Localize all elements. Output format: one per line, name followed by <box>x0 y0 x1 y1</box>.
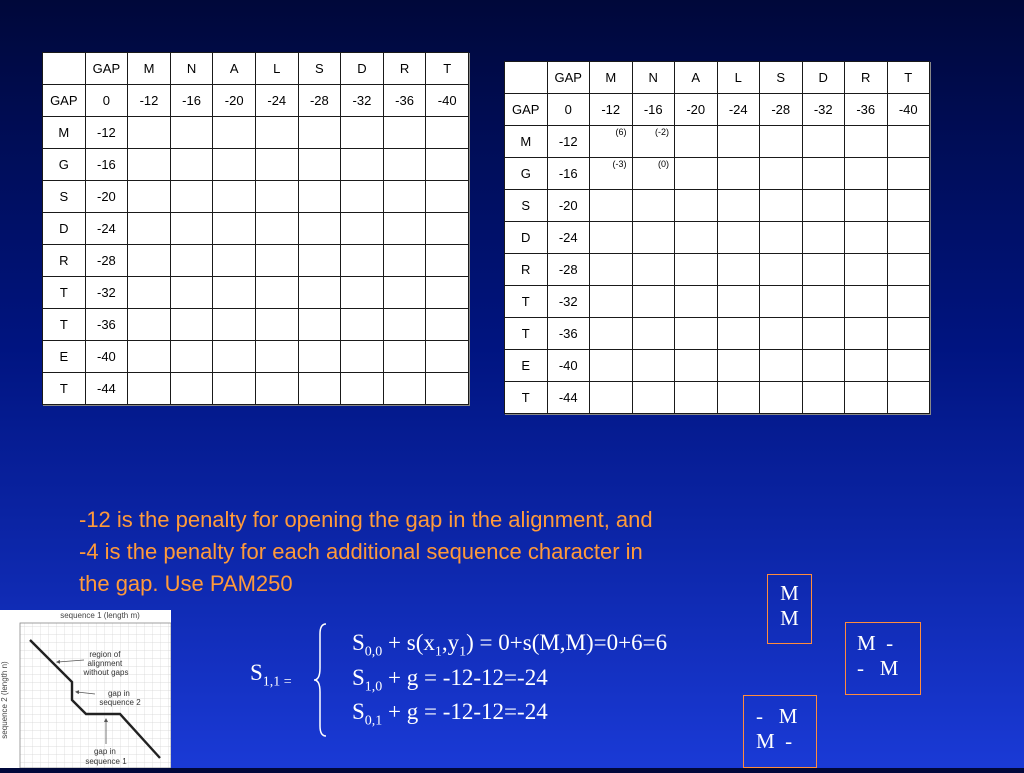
score-cell <box>170 373 213 405</box>
score-cell <box>298 309 341 341</box>
score-cell <box>128 213 171 245</box>
row-header: T <box>43 309 86 341</box>
alignment-box-gap-seq2: M - - M <box>845 622 921 695</box>
gap-value: -28 <box>85 245 128 277</box>
matrix-row <box>43 245 469 277</box>
score-cell <box>845 254 888 286</box>
matrix-row <box>43 277 469 309</box>
score-cell <box>170 181 213 213</box>
score-cell <box>255 117 298 149</box>
matrix-row <box>43 341 469 373</box>
row-header: GAP <box>43 85 86 117</box>
gap-value: -16 <box>170 85 213 117</box>
score-cell <box>426 149 469 181</box>
corner-cell <box>43 53 86 85</box>
score-cell <box>887 286 930 318</box>
matrix-row <box>505 126 930 158</box>
penalty-explanation <box>79 504 839 600</box>
score-annotation: (6) <box>615 127 627 137</box>
score-cell <box>802 382 845 414</box>
gap-value: -40 <box>547 350 590 382</box>
score-cell <box>887 254 930 286</box>
score-cell <box>590 158 633 190</box>
caption-line: the gap. Use PAM250 <box>79 571 293 596</box>
score-cell <box>341 373 384 405</box>
score-cell <box>298 341 341 373</box>
gap-value: 0 <box>85 85 128 117</box>
score-cell <box>426 181 469 213</box>
row-header: GAP <box>505 94 548 126</box>
score-cell <box>128 309 171 341</box>
score-cell <box>760 350 803 382</box>
score-cell <box>717 126 760 158</box>
score-cell <box>298 213 341 245</box>
matrix-row <box>505 318 930 350</box>
score-cell <box>170 341 213 373</box>
score-cell <box>383 117 426 149</box>
score-cell <box>760 254 803 286</box>
score-cell <box>675 126 718 158</box>
score-cell <box>632 350 675 382</box>
score-cell <box>717 382 760 414</box>
score-cell <box>128 181 171 213</box>
col-header: R <box>383 53 426 85</box>
gap-value: 0 <box>547 94 590 126</box>
score-cell <box>383 245 426 277</box>
score-cell <box>426 309 469 341</box>
row-header: M <box>43 117 86 149</box>
alignment-box-gap-seq1: - M M - <box>743 695 817 768</box>
score-cell <box>590 350 633 382</box>
score-cell <box>341 117 384 149</box>
gap-row <box>43 85 469 117</box>
gap-value: -24 <box>85 213 128 245</box>
row-header: R <box>43 245 86 277</box>
score-cell <box>426 277 469 309</box>
score-cell <box>213 245 256 277</box>
score-cell <box>845 286 888 318</box>
score-cell <box>255 277 298 309</box>
label-region: region of alignment without gaps <box>83 650 129 677</box>
score-cell <box>675 350 718 382</box>
score-cell <box>383 373 426 405</box>
score-cell <box>213 213 256 245</box>
score-cell <box>760 382 803 414</box>
score-cell <box>128 245 171 277</box>
score-cell <box>887 222 930 254</box>
score-cell <box>675 222 718 254</box>
score-cell <box>426 245 469 277</box>
score-matrix-empty <box>42 52 469 405</box>
col-header: M <box>128 53 171 85</box>
score-cell <box>802 158 845 190</box>
score-cell <box>170 309 213 341</box>
matrix-row <box>505 190 930 222</box>
score-cell <box>128 277 171 309</box>
header-row <box>43 53 469 85</box>
score-cell <box>213 373 256 405</box>
score-cell <box>170 213 213 245</box>
score-cell <box>590 190 633 222</box>
score-cell <box>845 190 888 222</box>
score-cell <box>255 149 298 181</box>
score-cell <box>255 341 298 373</box>
row-header: T <box>43 373 86 405</box>
matrix-row <box>43 117 469 149</box>
gap-value: -32 <box>341 85 384 117</box>
row-header: E <box>505 350 548 382</box>
score-cell <box>802 318 845 350</box>
curly-brace <box>312 622 328 738</box>
score-cell <box>887 190 930 222</box>
score-cell <box>632 190 675 222</box>
score-cell <box>887 382 930 414</box>
gap-value: -12 <box>590 94 633 126</box>
gap-value: -12 <box>547 126 590 158</box>
col-header: S <box>298 53 341 85</box>
score-cell <box>717 190 760 222</box>
score-cell <box>590 254 633 286</box>
score-cell <box>298 149 341 181</box>
score-cell <box>426 117 469 149</box>
score-cell <box>590 286 633 318</box>
gap-value: -36 <box>383 85 426 117</box>
score-cell <box>298 373 341 405</box>
score-cell <box>128 341 171 373</box>
row-header: S <box>505 190 548 222</box>
score-cell <box>845 222 888 254</box>
score-cell <box>632 318 675 350</box>
matrix-row <box>505 350 930 382</box>
col-header: L <box>717 62 760 94</box>
score-cell <box>298 117 341 149</box>
matrix-row <box>43 181 469 213</box>
label-gap-seq1: gap in sequence 1 <box>85 747 127 766</box>
score-cell <box>341 309 384 341</box>
matrix-row <box>43 309 469 341</box>
score-cell <box>341 181 384 213</box>
row-header: T <box>43 277 86 309</box>
score-cell <box>632 382 675 414</box>
col-header: GAP <box>547 62 590 94</box>
gap-value: -32 <box>802 94 845 126</box>
gap-value: -24 <box>255 85 298 117</box>
score-cell <box>887 158 930 190</box>
score-cell <box>632 222 675 254</box>
score-cell <box>170 117 213 149</box>
score-cell <box>802 254 845 286</box>
gap-row <box>505 94 930 126</box>
gap-value: -32 <box>547 286 590 318</box>
score-cell <box>590 126 633 158</box>
row-header: D <box>505 222 548 254</box>
score-cell <box>213 309 256 341</box>
header-row <box>505 62 930 94</box>
score-cell <box>255 181 298 213</box>
score-cell <box>298 245 341 277</box>
score-cell <box>213 149 256 181</box>
col-header: A <box>213 53 256 85</box>
gap-value: -24 <box>547 222 590 254</box>
score-cell <box>255 309 298 341</box>
score-cell <box>170 277 213 309</box>
score-cell <box>298 277 341 309</box>
score-cell <box>760 222 803 254</box>
score-cell <box>845 158 888 190</box>
label-gap-seq2: gap in sequence 2 <box>99 689 141 707</box>
score-cell <box>717 350 760 382</box>
score-cell <box>675 286 718 318</box>
gap-value: -40 <box>85 341 128 373</box>
col-header: N <box>632 62 675 94</box>
gap-value: -20 <box>85 181 128 213</box>
caption-line: -4 is the penalty for each additional sequence character in <box>79 539 643 564</box>
row-header: D <box>43 213 86 245</box>
score-cell <box>383 277 426 309</box>
row-header: G <box>43 149 86 181</box>
score-cell <box>213 341 256 373</box>
score-cell <box>802 222 845 254</box>
score-cell <box>675 254 718 286</box>
score-cell <box>760 126 803 158</box>
score-matrix-annotated <box>504 61 930 414</box>
score-cell <box>383 341 426 373</box>
score-cell <box>845 350 888 382</box>
formula-line-horizontal: $S_{0,1} + g = -12-12=-24$ <box>352 699 548 729</box>
score-cell <box>383 309 426 341</box>
score-cell <box>760 190 803 222</box>
score-cell <box>170 245 213 277</box>
score-cell <box>341 149 384 181</box>
score-cell <box>887 318 930 350</box>
score-cell <box>760 318 803 350</box>
gap-value: -32 <box>85 277 128 309</box>
gap-value: -36 <box>85 309 128 341</box>
gap-value: -28 <box>760 94 803 126</box>
matrix-row <box>43 213 469 245</box>
score-cell <box>341 213 384 245</box>
score-cell <box>255 245 298 277</box>
score-cell <box>632 158 675 190</box>
gap-value: -44 <box>85 373 128 405</box>
score-cell <box>255 213 298 245</box>
score-cell <box>590 318 633 350</box>
matrix-row <box>505 286 930 318</box>
col-header: R <box>845 62 888 94</box>
score-cell <box>590 382 633 414</box>
score-cell <box>128 373 171 405</box>
score-cell <box>675 190 718 222</box>
gap-value: -20 <box>675 94 718 126</box>
score-cell <box>170 149 213 181</box>
score-cell <box>845 318 888 350</box>
matrix-row <box>505 254 930 286</box>
score-cell <box>383 213 426 245</box>
col-header: S <box>760 62 803 94</box>
score-cell <box>760 158 803 190</box>
score-cell <box>426 213 469 245</box>
alignment-path-figure <box>0 610 171 768</box>
col-header: A <box>675 62 718 94</box>
score-cell <box>802 286 845 318</box>
score-cell <box>887 126 930 158</box>
row-header: M <box>505 126 548 158</box>
gap-value: -12 <box>128 85 171 117</box>
score-cell <box>632 286 675 318</box>
col-header: M <box>590 62 633 94</box>
score-cell <box>213 181 256 213</box>
formula-line-vertical: $S_{1,0} + g = -12-12=-24$ <box>352 665 548 695</box>
col-header: T <box>887 62 930 94</box>
col-header: GAP <box>85 53 128 85</box>
score-cell <box>802 350 845 382</box>
caption-line: -12 is the penalty for opening the gap in the alignment, and <box>79 507 653 532</box>
score-cell <box>717 158 760 190</box>
matrix-row <box>505 222 930 254</box>
score-annotation: (0) <box>658 159 669 169</box>
score-annotation: (-2) <box>655 127 669 137</box>
row-header: T <box>505 286 548 318</box>
gap-value: -28 <box>547 254 590 286</box>
row-header: E <box>43 341 86 373</box>
score-cell <box>341 341 384 373</box>
score-cell <box>383 149 426 181</box>
gap-value: -44 <box>547 382 590 414</box>
gap-value: -40 <box>426 85 469 117</box>
axis-label-x: sequence 1 (length m) <box>60 611 140 620</box>
axis-label-y: sequence 2 (length n) <box>0 661 9 739</box>
col-header: D <box>802 62 845 94</box>
gap-value: -24 <box>717 94 760 126</box>
score-cell <box>717 286 760 318</box>
score-cell <box>128 117 171 149</box>
score-cell <box>298 181 341 213</box>
col-header: L <box>255 53 298 85</box>
row-header: G <box>505 158 548 190</box>
matrix-row <box>43 373 469 405</box>
score-cell <box>760 286 803 318</box>
gap-value: -28 <box>298 85 341 117</box>
matrix-row <box>505 382 930 414</box>
row-header: S <box>43 181 86 213</box>
score-cell <box>675 382 718 414</box>
score-cell <box>717 318 760 350</box>
row-header: T <box>505 382 548 414</box>
gap-value: -16 <box>85 149 128 181</box>
score-cell <box>213 117 256 149</box>
score-cell <box>802 190 845 222</box>
gap-value: -16 <box>547 158 590 190</box>
matrix-row <box>505 158 930 190</box>
score-cell <box>590 222 633 254</box>
gap-value: -16 <box>632 94 675 126</box>
formula-lhs: $S_{1,1 =}$ <box>250 660 292 690</box>
gap-value: -40 <box>887 94 930 126</box>
score-cell <box>717 222 760 254</box>
score-cell <box>128 149 171 181</box>
score-cell <box>341 277 384 309</box>
corner-cell <box>505 62 548 94</box>
score-cell <box>887 350 930 382</box>
gap-value: -20 <box>213 85 256 117</box>
score-cell <box>717 254 760 286</box>
score-cell <box>632 254 675 286</box>
score-cell <box>383 181 426 213</box>
score-cell <box>675 318 718 350</box>
gap-value: -20 <box>547 190 590 222</box>
score-cell <box>675 158 718 190</box>
score-cell <box>255 373 298 405</box>
score-cell <box>845 126 888 158</box>
score-cell <box>845 382 888 414</box>
row-header: R <box>505 254 548 286</box>
row-header: T <box>505 318 548 350</box>
col-header: T <box>426 53 469 85</box>
alignment-box-match: M M <box>767 574 812 644</box>
alignment-path-diagram <box>0 610 171 768</box>
score-cell <box>426 373 469 405</box>
score-annotation: (-3) <box>612 159 627 169</box>
col-header: D <box>341 53 384 85</box>
col-header: N <box>170 53 213 85</box>
score-cell <box>426 341 469 373</box>
gap-value: -36 <box>845 94 888 126</box>
gap-value: -12 <box>85 117 128 149</box>
score-cell <box>802 126 845 158</box>
matrix-row <box>43 149 469 181</box>
score-cell <box>341 245 384 277</box>
score-cell <box>213 277 256 309</box>
gap-value: -36 <box>547 318 590 350</box>
score-cell <box>632 126 675 158</box>
formula-line-diagonal: $S_{0,0} + s(x_1,y_1) = 0+s(M,M)=0+6=6$ <box>352 630 668 660</box>
